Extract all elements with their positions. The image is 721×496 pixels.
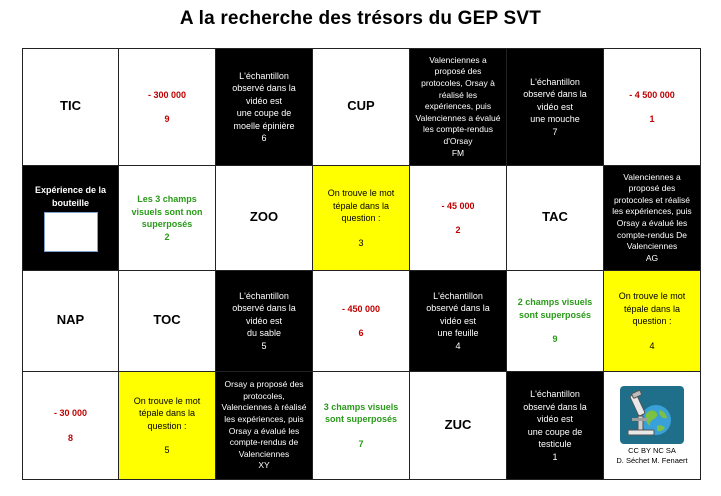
cell-number: 4: [455, 340, 461, 351]
clue-line: bouteille: [51, 197, 89, 208]
clue-line: FM: [451, 147, 465, 158]
bottle-image-box: [44, 212, 98, 252]
clue-line: L'échantillon: [239, 290, 289, 301]
clue-line: Valenciennes à réalisé: [221, 402, 307, 413]
cell-r2-c7[interactable]: [604, 166, 701, 271]
clue-line: les compte-rendus: [423, 124, 493, 135]
grid-row-3: [23, 271, 701, 372]
clue-line: L'échantillon: [239, 70, 289, 81]
cell-r3-c4[interactable]: [313, 271, 410, 372]
cell-r3-c1[interactable]: [23, 271, 119, 372]
cell-r1-c5[interactable]: [410, 49, 507, 166]
clue-line: les expériences, puis: [224, 413, 304, 424]
microscope-globe-icon: [620, 386, 684, 444]
clue-line: vidéo est: [536, 101, 574, 112]
clue-line: Les 3 champs: [137, 194, 197, 204]
grid-row-2: [23, 166, 701, 271]
cell-r1-c7[interactable]: [604, 49, 701, 166]
cell-r4-c2[interactable]: [119, 372, 216, 480]
clue-line: vidéo est: [245, 95, 283, 106]
clue-line: visuels sont non: [131, 206, 203, 217]
cell-number: 8: [67, 432, 73, 443]
clue-line: du sable: [246, 328, 282, 339]
clue-line: compte-rendus de: [229, 437, 299, 448]
clue-line: une coupe de: [527, 426, 583, 437]
cell-r1-c1[interactable]: [23, 49, 119, 166]
clue-line: On trouve le mot: [327, 188, 395, 198]
grid-row-1: [23, 49, 701, 166]
clue-line: Valenciennes: [238, 448, 290, 459]
cell-number: 2: [455, 225, 461, 235]
amount-value: - 300 000: [147, 89, 187, 100]
page-title: A la recherche des trésors du GEP SVT: [179, 8, 542, 29]
cell-number: 6: [261, 133, 267, 143]
cell-number: 1: [552, 451, 558, 462]
cell-number: 5: [261, 340, 267, 351]
cell-r2-c2[interactable]: [119, 166, 216, 271]
clue-line: L'échantillon: [433, 290, 483, 301]
cell-r3-c2[interactable]: [119, 271, 216, 372]
clue-line: question :: [632, 316, 672, 326]
cell-r3-c5[interactable]: [410, 271, 507, 372]
cell-r4-c7: [604, 372, 701, 480]
clue-line: observé dans la: [523, 401, 587, 412]
clue-line: tépale dans la: [138, 408, 196, 418]
clue-line: Orsay a proposé des: [224, 379, 304, 390]
cell-r4-c4[interactable]: [313, 372, 410, 480]
cell-r2-c4[interactable]: [313, 166, 410, 271]
cell-number: 3: [358, 237, 364, 248]
clue-line: protocoles,: [243, 390, 285, 401]
cell-number: 7: [358, 438, 364, 449]
cell-r1-c4[interactable]: [313, 49, 410, 166]
code-word: TOC: [153, 312, 181, 328]
cell-r4-c6[interactable]: [507, 372, 604, 480]
clue-line: Orsay a évalué les: [616, 218, 688, 228]
clue-line: observé dans la: [426, 303, 490, 314]
clue-line: question :: [341, 213, 381, 223]
cell-number: 9: [552, 334, 558, 345]
clue-line: vidéo est: [536, 414, 574, 424]
code-word: ZUC: [444, 416, 472, 432]
cell-r1-c6[interactable]: [507, 49, 604, 166]
cell-number: 1: [649, 114, 655, 124]
code-word: TIC: [60, 98, 81, 114]
clue-line: tépale dans la: [332, 200, 390, 211]
clue-line: 3 champs visuels: [323, 401, 399, 412]
clue-line: les expériences, puis: [612, 206, 692, 217]
clue-line: observé dans la: [232, 303, 296, 314]
clue-line: une coupe de: [236, 108, 292, 118]
cell-number: 4: [649, 340, 655, 351]
clue-line: vidéo est: [439, 315, 477, 326]
cell-number: 7: [552, 126, 558, 137]
clue-line: sont superposés: [518, 309, 592, 320]
clue-line: L'échantillon: [530, 76, 580, 87]
cell-r4-c5[interactable]: [410, 372, 507, 480]
clue-line: vidéo est: [245, 315, 283, 326]
clue-line: protocoles et réalisé: [613, 194, 691, 205]
clue-line: sont superposés: [324, 414, 398, 425]
cell-r2-c6[interactable]: [507, 166, 604, 271]
amount-value: - 450 000: [341, 303, 381, 314]
clue-line: observé dans la: [232, 83, 296, 93]
cell-r2-c3[interactable]: [216, 166, 313, 271]
code-word: NAP: [56, 312, 85, 328]
cell-r3-c6[interactable]: [507, 271, 604, 372]
cell-number: 5: [164, 445, 170, 455]
clue-line: observé dans la: [523, 89, 587, 100]
code-word: ZOO: [249, 209, 279, 225]
clue-line: XY: [258, 460, 270, 471]
clue-line: compte-rendus De: [617, 229, 687, 240]
clue-line: proposé des: [628, 183, 676, 194]
clue-line: une mouche: [530, 114, 580, 125]
clue-line: L'échantillon: [530, 389, 580, 399]
cell-r1-c2[interactable]: [119, 49, 216, 166]
clue-line: 2 champs visuels: [517, 297, 593, 308]
clue-line: tépale dans la: [623, 303, 681, 314]
cell-number: 2: [164, 231, 170, 242]
clue-line: testicule: [538, 439, 572, 449]
clue-line: protocoles, Orsay à: [421, 78, 495, 89]
authors-credit: D. Séchet M. Fenaert: [616, 455, 688, 465]
code-word: CUP: [347, 98, 375, 114]
clue-line: Orsay a évalué les: [228, 425, 300, 436]
license-credit: CC BY NC SA: [628, 445, 676, 455]
cell-r2-c5[interactable]: [410, 166, 507, 271]
cell-number: 9: [164, 114, 170, 124]
clue-line: AG: [645, 252, 659, 263]
clue-line: d'Orsay: [443, 135, 473, 146]
clue-line: proposé des: [434, 66, 482, 77]
clue-line: On trouve le mot: [618, 291, 686, 301]
clue-line: moelle épinière: [233, 120, 295, 131]
clue-line: superposés: [141, 219, 193, 229]
clue-line: Valenciennes a: [429, 54, 487, 65]
clue-line: Valenciennes a: [623, 171, 681, 182]
code-word: TAC: [542, 209, 568, 225]
amount-value: - 4 500 000: [629, 89, 675, 100]
cell-r1-c3[interactable]: [216, 49, 313, 166]
cell-r3-c7[interactable]: [604, 271, 701, 372]
clue-line: question :: [147, 420, 187, 431]
amount-value: - 45 000: [441, 200, 475, 211]
cell-r2-c1[interactable]: [23, 166, 119, 271]
treasure-grid: [22, 48, 701, 480]
clue-line: expériences, puis: [424, 101, 492, 112]
clue-line: Valenciennes: [626, 241, 678, 252]
cell-r3-c3[interactable]: [216, 271, 313, 372]
clue-line: une feuille: [437, 328, 479, 339]
clue-line: On trouve le mot: [133, 395, 201, 406]
clue-line: Valenciennes a évalué: [415, 112, 501, 123]
clue-line: Expérience de la: [34, 185, 107, 195]
cell-r4-c1[interactable]: [23, 372, 119, 480]
grid-row-4: [23, 372, 701, 480]
cell-number: 6: [358, 328, 364, 338]
amount-value: - 30 000: [53, 408, 88, 418]
clue-line: réalisé les: [438, 89, 478, 100]
cell-r4-c3[interactable]: [216, 372, 313, 480]
